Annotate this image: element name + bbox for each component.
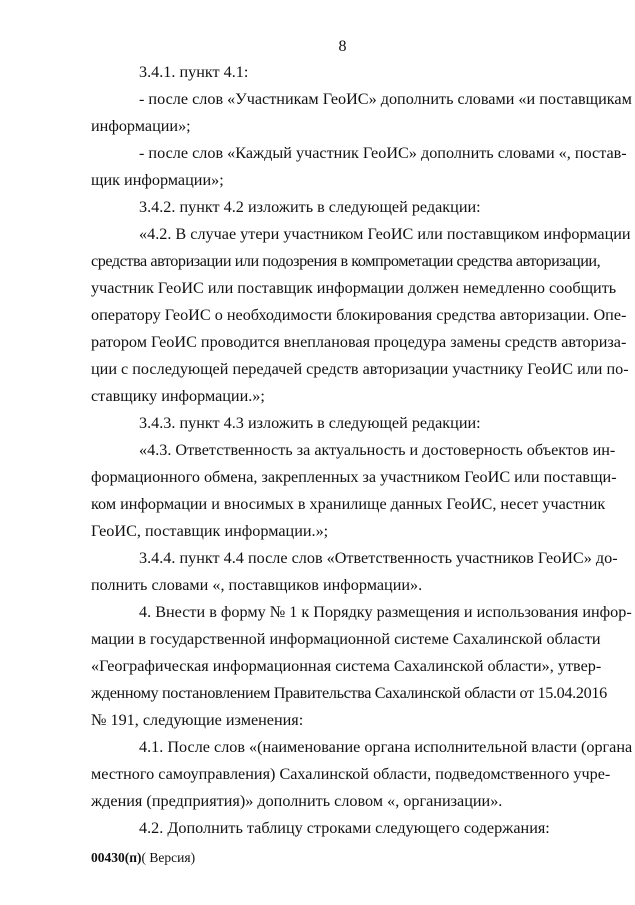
text-line: щик информации»; bbox=[91, 171, 224, 189]
text-line: участник ГеоИС или поставщик информации должен немедленно сообщить bbox=[91, 279, 617, 297]
text-line: средства авторизации или подозрения в компрометации средства авторизации, bbox=[91, 252, 601, 270]
text-line: 3.4.4. пункт 4.4 после слов «Ответственность участников ГеоИС» до- bbox=[139, 549, 618, 567]
text-line: ставщику информации.»; bbox=[91, 387, 265, 405]
text-line: ратором ГеоИС проводится внеплановая процедура замены средств авториза- bbox=[91, 333, 627, 351]
page-number: 8 bbox=[338, 38, 347, 55]
text-line: 3.4.2. пункт 4.2 изложить в следующей редакции: bbox=[139, 198, 481, 216]
text-line: «4.2. В случае утери участником ГеоИС или поставщиком информации bbox=[139, 225, 631, 243]
text-line: - после слов «Каждый участник ГеоИС» дополнить словами «, постав- bbox=[139, 144, 627, 162]
text-line: 4. Внести в форму № 1 к Порядку размещения и использования инфор- bbox=[139, 603, 632, 621]
text-line: «4.3. Ответственность за актуальность и достоверность объектов ин- bbox=[139, 441, 616, 459]
text-line: 4.2. Дополнить таблицу строками следующего содержания: bbox=[139, 819, 550, 837]
text-line: оператору ГеоИС о необходимости блокирования средства авторизации. Опе- bbox=[91, 306, 627, 324]
text-line: № 191, следующие изменения: bbox=[91, 711, 304, 729]
document-code: 00430(п) bbox=[91, 850, 142, 865]
text-line: жденному постановлением Правительства Сахалинской области от 15.04.2016 bbox=[91, 684, 607, 702]
text-line: мации в государственной информационной системе Сахалинской области bbox=[91, 630, 601, 648]
text-line: - после слов «Участникам ГеоИС» дополнить словами «и поставщикам bbox=[139, 90, 632, 108]
text-line: местного самоуправления) Сахалинской области, подведомственного учре- bbox=[91, 765, 611, 783]
text-line: 4.1. После слов «(наименование органа исполнительной власти (органа bbox=[139, 738, 633, 756]
text-line: ции с последующей передачей средств авторизации участнику ГеоИС или по- bbox=[91, 360, 629, 378]
text-line: ждения (предприятия)» дополнить словом «, организации». bbox=[91, 792, 503, 810]
document-footer bbox=[91, 850, 195, 866]
text-line: «Географическая информационная система Сахалинской области», утвер- bbox=[91, 657, 602, 675]
text-line: формационного обмена, закрепленных за участником ГеоИС или поставщи- bbox=[91, 468, 617, 486]
text-line: 3.4.3. пункт 4.3 изложить в следующей редакции: bbox=[139, 414, 481, 432]
document-version: ( Версия) bbox=[141, 850, 196, 865]
text-line: информации»; bbox=[91, 117, 191, 135]
text-line: полнить словами «, поставщиков информации». bbox=[91, 576, 423, 594]
text-line: ком информации и вносимых в хранилище данных ГеоИС, несет участник bbox=[91, 495, 606, 513]
text-line: 3.4.1. пункт 4.1: bbox=[139, 63, 249, 81]
text-line: ГеоИС, поставщик информации.»; bbox=[91, 522, 329, 540]
